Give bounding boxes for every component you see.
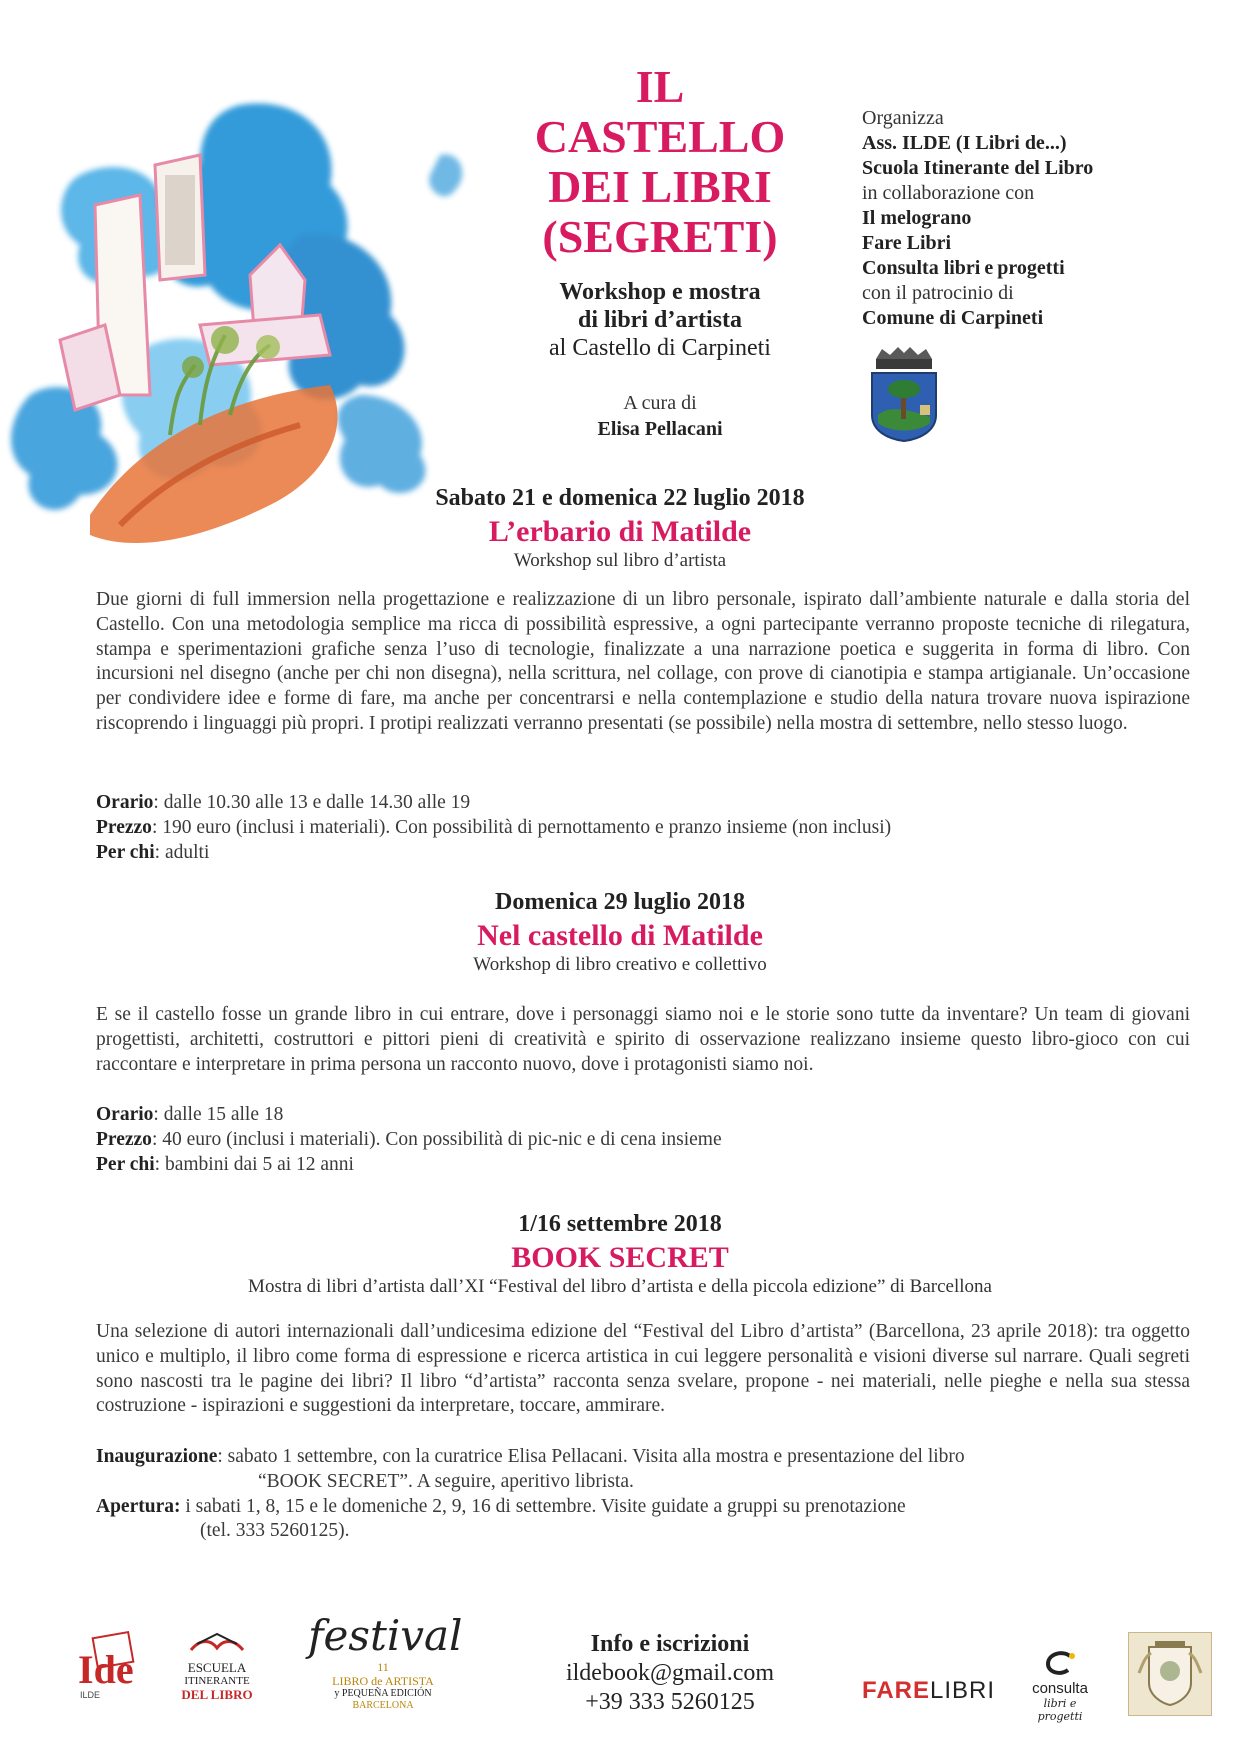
- perchi-value: : bambini dai 5 ai 12 anni: [154, 1153, 354, 1175]
- event-title: Nel castello di Matilde: [477, 919, 763, 952]
- page-title: [460, 62, 860, 262]
- contact-email[interactable]: ildebook@gmail.com: [565, 1660, 775, 1686]
- prezzo-row: [96, 1128, 1190, 1153]
- book-bird-icon: [187, 1630, 247, 1656]
- subtitle-line: al Castello di Carpineti: [549, 335, 771, 361]
- event-2-description: E se il castello fosse un grande libro in cui entrare, dove i personaggi siamo noi e le storie sono tutte da inventare? Un team di giovani progettisti, architetti, costruttori e pittori pieni di creatività e spirito di osservazione realizzano insieme questo libro-gioco con cui raccontare e interpretare in prima persona un racconto nuovo, dove i protagonisti siamo noi.: [96, 1004, 1190, 1075]
- event-subtitle: Workshop sul libro d’artista: [513, 550, 727, 571]
- collaborator-name: Fare Libri: [862, 232, 952, 254]
- festival-number: 11: [377, 1660, 389, 1674]
- escuela-itinerante-logo: [172, 1630, 262, 1705]
- event-title: L’erbario di Matilde: [488, 515, 752, 548]
- fare-libri-logo: [862, 1677, 995, 1705]
- consulta-subtext: libri e progetti: [1037, 1697, 1083, 1723]
- festival-line: BARCELONA: [352, 1700, 414, 1711]
- escuela-line: ESCUELA: [187, 1660, 247, 1675]
- organizers-label: Organizza: [862, 107, 944, 129]
- prezzo-row: [96, 816, 1190, 841]
- contact-block: [520, 1630, 820, 1717]
- event-title: BOOK SECRET: [511, 1241, 729, 1274]
- title-line: (SEGRETI): [542, 211, 778, 262]
- apertura-label: Apertura:: [96, 1495, 181, 1517]
- contact-phone[interactable]: +39 333 5260125: [585, 1689, 755, 1715]
- ilde-logo-text: Ide: [78, 1647, 134, 1692]
- apertura-value: i sabati 1, 8, 15 e le domeniche 2, 9, 16 di settembre. Visite guidate a gruppi su prenotazione: [180, 1495, 906, 1517]
- event-1-description: Due giorni di full immersion nella progettazione e realizzazione di un libro personale, ispirato dall’ambiente naturale e dalla storia del Castello. Con una metodologia semplice ma ricca di possibilità espressive, a ogni partecipante verranno proposte tecniche di rilegatura, stampa e sperimentazioni grafiche senza l’uso di tecnologie, finalizzate a una narrazione poetica e suggerita in forma di libro. Con incursioni nel disegno (anche per chi non disegna), nella scrittura, nel collage, con prove di cianotipia e stampa artigianale. Un’occasione per condividere idee e forme di fare, ma anche per concentrarsi e nella contemplazione e studio della natura trovare nuova ispirazione riscoprendo i linguaggi più propri. I protipi realizzati verranno presentati (se possibile) nella mostra di settembre, nello stesso luogo.: [96, 589, 1190, 734]
- contact-heading: Info e iscrizioni: [590, 1631, 750, 1657]
- event-3-header: [90, 1210, 1150, 1298]
- organizer-name: Ass. ILDE (I Libri de...): [862, 132, 1067, 154]
- inaug-value: : sabato 1 settembre, con la curatrice Elisa Pellacani. Visita alla mostra e presentazione del libro: [217, 1446, 965, 1467]
- consulta-text: consulta: [1032, 1680, 1088, 1697]
- curator-block: [560, 390, 760, 442]
- collaborator-name: Il melograno: [862, 207, 972, 229]
- curator-name: Elisa Pellacani: [597, 418, 723, 440]
- inaug-row: [96, 1445, 1190, 1470]
- event-date: Domenica 29 luglio 2018: [495, 889, 745, 915]
- apertura-row-cont: (tel. 333 5260125).: [200, 1520, 350, 1542]
- festival-libro-artista-logo: [308, 1611, 463, 1732]
- inaug-label: Inaugurazione: [96, 1446, 218, 1467]
- libri-text: LIBRI: [930, 1677, 996, 1704]
- orario-value: : dalle 15 alle 18: [153, 1104, 284, 1125]
- carpineti-coat-of-arms: [868, 345, 940, 443]
- apertura-row: [96, 1495, 1190, 1520]
- page-subtitle: [500, 278, 820, 362]
- prezzo-value: : 190 euro (inclusi i materiali). Con possibilità di pernottamento e pranzo insieme (non inclusi): [151, 816, 892, 838]
- fare-text: FARE: [862, 1677, 931, 1704]
- subtitle-line: Workshop e mostra: [559, 279, 761, 305]
- curator-label: A cura di: [623, 392, 697, 414]
- event-subtitle: Workshop di libro creativo e collettivo: [473, 954, 767, 975]
- patron-name: Comune di Carpineti: [862, 307, 1044, 329]
- patronage-label: con il patrocinio di: [862, 282, 1014, 304]
- title-line: DEI LIBRI: [548, 161, 772, 212]
- perchi-label: Per chi: [96, 841, 155, 863]
- event-1-header: [90, 484, 1150, 572]
- prezzo-label: Prezzo: [96, 816, 152, 838]
- collab-label: in collaborazione con: [862, 182, 1035, 204]
- inaug-row-cont: “BOOK SECRET”. A seguire, aperitivo librista.: [258, 1470, 634, 1492]
- orario-label: Orario: [96, 1104, 154, 1125]
- orario-label: Orario: [96, 792, 154, 813]
- event-3-description: Una selezione di autori internazionali dall’undicesima edizione del “Festival del Libro d’artista” (Barcellona, 23 aprile 2018): tra oggetto unico e multiplo, il libro come forma di espressione e ricerca artistica in cui leggere personalità e visioni diverse sul narrare. Quali segreti sono nascosti tra le pagine dei libri? Il libro “d’artista” racconta senza svelare, propone - nei materiali, nelle pieghe e nella sua stessa costruzione - ispirazioni e suggestioni da interpretare, toccare, ammirare.: [96, 1321, 1190, 1417]
- event-2-info: [96, 1103, 1190, 1177]
- carpineti-crest-logo: [1128, 1632, 1212, 1716]
- title-line: CASTELLO: [534, 111, 786, 162]
- organizers-block: [862, 106, 1182, 331]
- event-date: 1/16 settembre 2018: [518, 1211, 722, 1237]
- consulta-logo: [1020, 1650, 1100, 1723]
- orario-row: [96, 791, 1190, 816]
- escuela-line: DEL LIBRO: [181, 1687, 253, 1702]
- title-line: IL: [635, 61, 685, 112]
- perchi-value: : adulti: [154, 841, 210, 863]
- consulta-swirl-icon: [1042, 1650, 1078, 1676]
- event-subtitle: Mostra di libri d’artista dall’XI “Festival del libro d’artista e della piccola edizione” di Barcellona: [248, 1276, 992, 1297]
- ilde-logo: [76, 1630, 146, 1700]
- festival-line: y PEQUEÑA EDICIÓN: [334, 1688, 432, 1699]
- orario-row: [96, 1103, 1190, 1128]
- perchi-row: [96, 841, 1190, 866]
- escuela-line: ITINERANTE: [184, 1675, 250, 1687]
- event-2-header: [90, 888, 1150, 976]
- orario-value: : dalle 10.30 alle 13 e dalle 14.30 alle 19: [153, 792, 471, 813]
- crest-icon: [1129, 1633, 1211, 1715]
- collaborator-name: Consulta libri e progetti: [862, 257, 1065, 279]
- festival-line: LIBRO de ARTISTA: [332, 1674, 434, 1688]
- ilde-logo-subtext: ILDE: [80, 1690, 101, 1700]
- perchi-row: [96, 1153, 1190, 1178]
- event-3-info: [96, 1445, 1190, 1544]
- prezzo-value: : 40 euro (inclusi i materiali). Con possibilità di pic-nic e di cena insieme: [151, 1128, 722, 1150]
- festival-script: festival: [308, 1611, 463, 1660]
- event-date: Sabato 21 e domenica 22 luglio 2018: [435, 485, 805, 511]
- organizer-name: Scuola Itinerante del Libro: [862, 157, 1094, 179]
- subtitle-line: di libri d’artista: [577, 307, 742, 333]
- prezzo-label: Prezzo: [96, 1128, 152, 1150]
- event-1-info: [96, 791, 1190, 865]
- perchi-label: Per chi: [96, 1153, 155, 1175]
